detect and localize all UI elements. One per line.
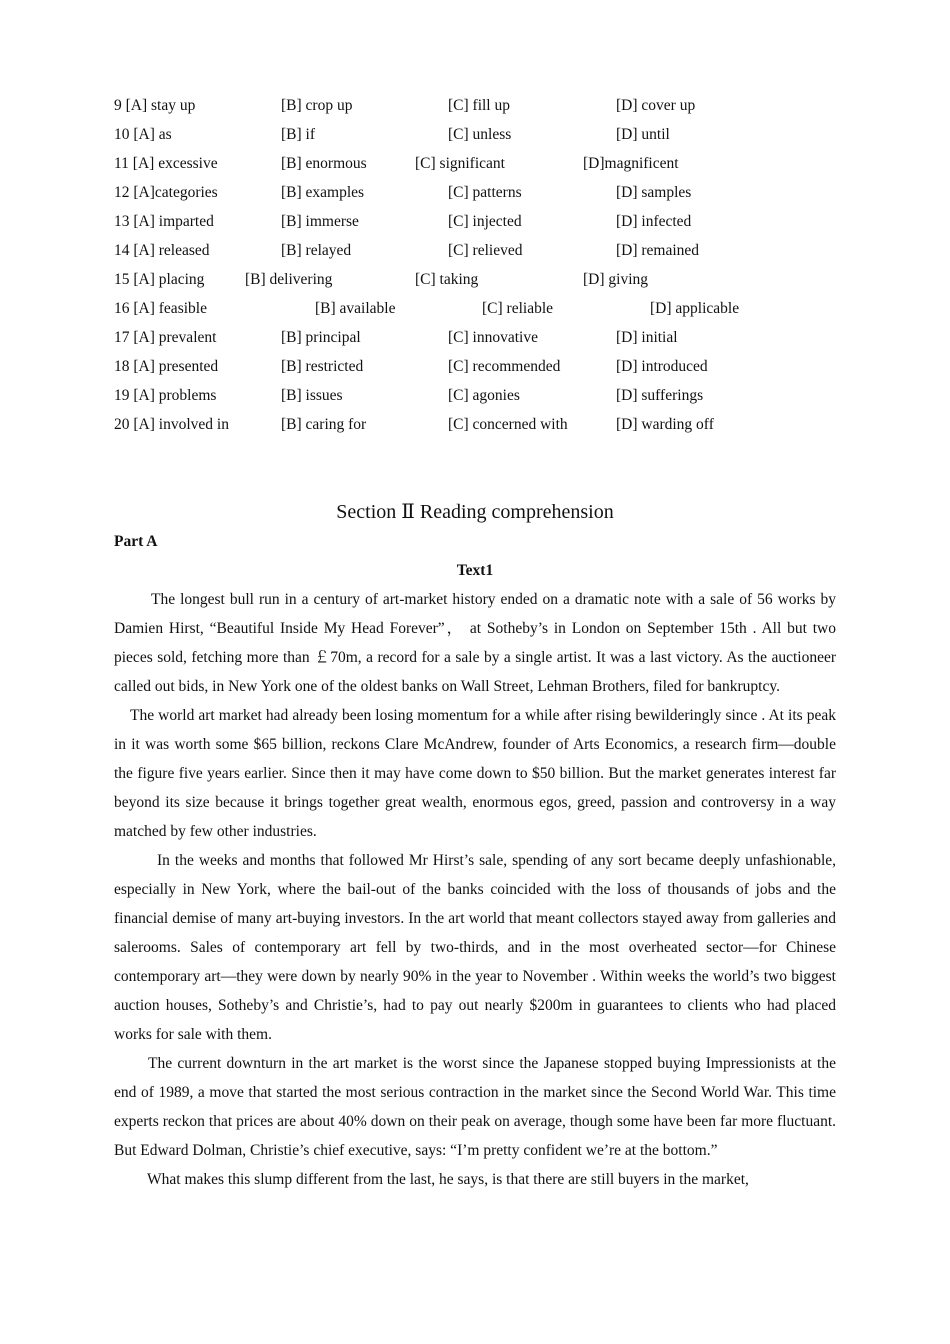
option-a: 11 [A] excessive <box>114 155 218 172</box>
paragraph-1: The longest bull run in a century of art-market history ended on a dramatic note with a sale of 56 works by Damien Hirst, “Beautiful Inside My Head Forever”， at Sotheby’s in London on September 15th . All but two pieces sold, fetching more than ￡70m, a record for a sale by a single artist. It was a last victory. As the auctioneer called out bids, in New York one of the oldest banks on Wall Street, Lehman Brothers, filed for bankruptcy. <box>114 591 836 695</box>
section-title: Section Ⅱ Reading comprehension <box>336 501 614 523</box>
option-b: [B] relayed <box>281 242 352 259</box>
option-d: [D] samples <box>616 184 692 201</box>
paragraph-2: The world art market had already been losing momentum for a while after rising bewilderingly since . At its peak in it was worth some $65 billion, reckons Clare McAndrew, founder of Arts Economics, a research firm—double the figure five years earlier. Since then it may have come down to $50 billion. But the market generates interest far beyond its size because it brings together great wealth, enormous egos, greed, passion and controversy in a way matched by few other industries. <box>114 707 836 840</box>
option-b: [B] restricted <box>281 358 364 375</box>
option-row-12 <box>0 183 950 212</box>
option-d: [D] warding off <box>616 416 714 433</box>
option-a: 15 [A] placing <box>114 271 205 288</box>
option-c: [C] unless <box>448 126 512 143</box>
option-d: [D] remained <box>616 242 700 259</box>
option-b: [B] examples <box>281 184 365 201</box>
option-a: 19 [A] problems <box>114 387 217 404</box>
option-row-14 <box>0 241 950 270</box>
option-a: 17 [A] prevalent <box>114 329 217 346</box>
option-a: 13 [A] imparted <box>114 213 214 230</box>
option-row-10 <box>0 125 950 154</box>
option-a: 10 [A] as <box>114 126 172 143</box>
option-row-9 <box>0 96 950 125</box>
option-row-20 <box>0 415 950 444</box>
option-a: 14 [A] released <box>114 242 210 259</box>
reading-passage <box>114 585 836 1194</box>
option-c: [C] taking <box>415 271 479 288</box>
option-b: [B] delivering <box>245 271 333 288</box>
option-b: [B] caring for <box>281 416 367 433</box>
option-c: [C] recommended <box>448 358 561 375</box>
option-a: 16 [A] feasible <box>114 300 207 317</box>
option-row-16 <box>0 299 950 328</box>
option-b: [B] immerse <box>281 213 359 230</box>
option-d: [D] infected <box>616 213 692 230</box>
option-row-18 <box>0 357 950 386</box>
option-c: [C] concerned with <box>448 416 568 433</box>
option-a: 20 [A] involved in <box>114 416 229 433</box>
option-row-17 <box>0 328 950 357</box>
option-b: [B] principal <box>281 329 361 346</box>
option-a: 12 [A]categories <box>114 184 218 201</box>
option-c: [C] agonies <box>448 387 520 404</box>
option-row-11 <box>0 154 950 183</box>
option-b: [B] issues <box>281 387 343 404</box>
option-d: [D] cover up <box>616 97 696 114</box>
option-b: [B] if <box>281 126 316 143</box>
option-c: [C] significant <box>415 155 505 172</box>
option-c: [C] reliable <box>482 300 554 317</box>
option-d: [D] initial <box>616 329 678 346</box>
paragraph-4: The current downturn in the art market is the worst since the Japanese stopped buying Impressionists at the end of 1989, a move that started the most serious contraction in the market since the Second World War. This time experts reckon that prices are about 40% down on their peak on average, though some have been far more fluctuant. But Edward Dolman, Christie’s chief executive, says: “I’m pretty confident we’re at the bottom.” <box>114 1055 836 1159</box>
option-d: [D] introduced <box>616 358 708 375</box>
option-c: [C] relieved <box>448 242 523 259</box>
option-d: [D]magnificent <box>583 155 679 172</box>
option-b: [B] enormous <box>281 155 367 172</box>
option-row-15 <box>0 270 950 299</box>
paragraph-5: What makes this slump different from the last, he says, is that there are still buyers in the market, <box>147 1171 749 1188</box>
option-c: [C] injected <box>448 213 522 230</box>
option-a: 18 [A] presented <box>114 358 219 375</box>
option-a: 9 [A] stay up <box>114 97 196 114</box>
text-title: Text1 <box>456 562 494 579</box>
option-d: [D] giving <box>583 271 649 288</box>
option-row-13 <box>0 212 950 241</box>
option-c: [C] fill up <box>448 97 510 114</box>
option-b: [B] available <box>315 300 396 317</box>
option-b: [B] crop up <box>281 97 353 114</box>
paragraph-3: In the weeks and months that followed Mr Hirst’s sale, spending of any sort became deeply unfashionable, especially in New York, where the bail-out of the banks coincided with the loss of thousands of jobs and the financial demise of many art-buying investors. In the art world that meant collectors stayed away from galleries and salerooms. Sales of contemporary art fell by two-thirds, and in the most overheated sector—for Chinese contemporary art—they were down by nearly 90% in the year to November . Within weeks the world’s two biggest auction houses, Sotheby’s and Christie’s, had to pay out nearly $200m in guarantees to clients who had placed works for sale with them. <box>114 852 836 1043</box>
option-d: [D] until <box>616 126 670 143</box>
option-d: [D] applicable <box>650 300 740 317</box>
option-row-19 <box>0 386 950 415</box>
part-label: Part A <box>114 533 158 550</box>
option-c: [C] patterns <box>448 184 522 201</box>
option-d: [D] sufferings <box>616 387 704 404</box>
option-c: [C] innovative <box>448 329 538 346</box>
